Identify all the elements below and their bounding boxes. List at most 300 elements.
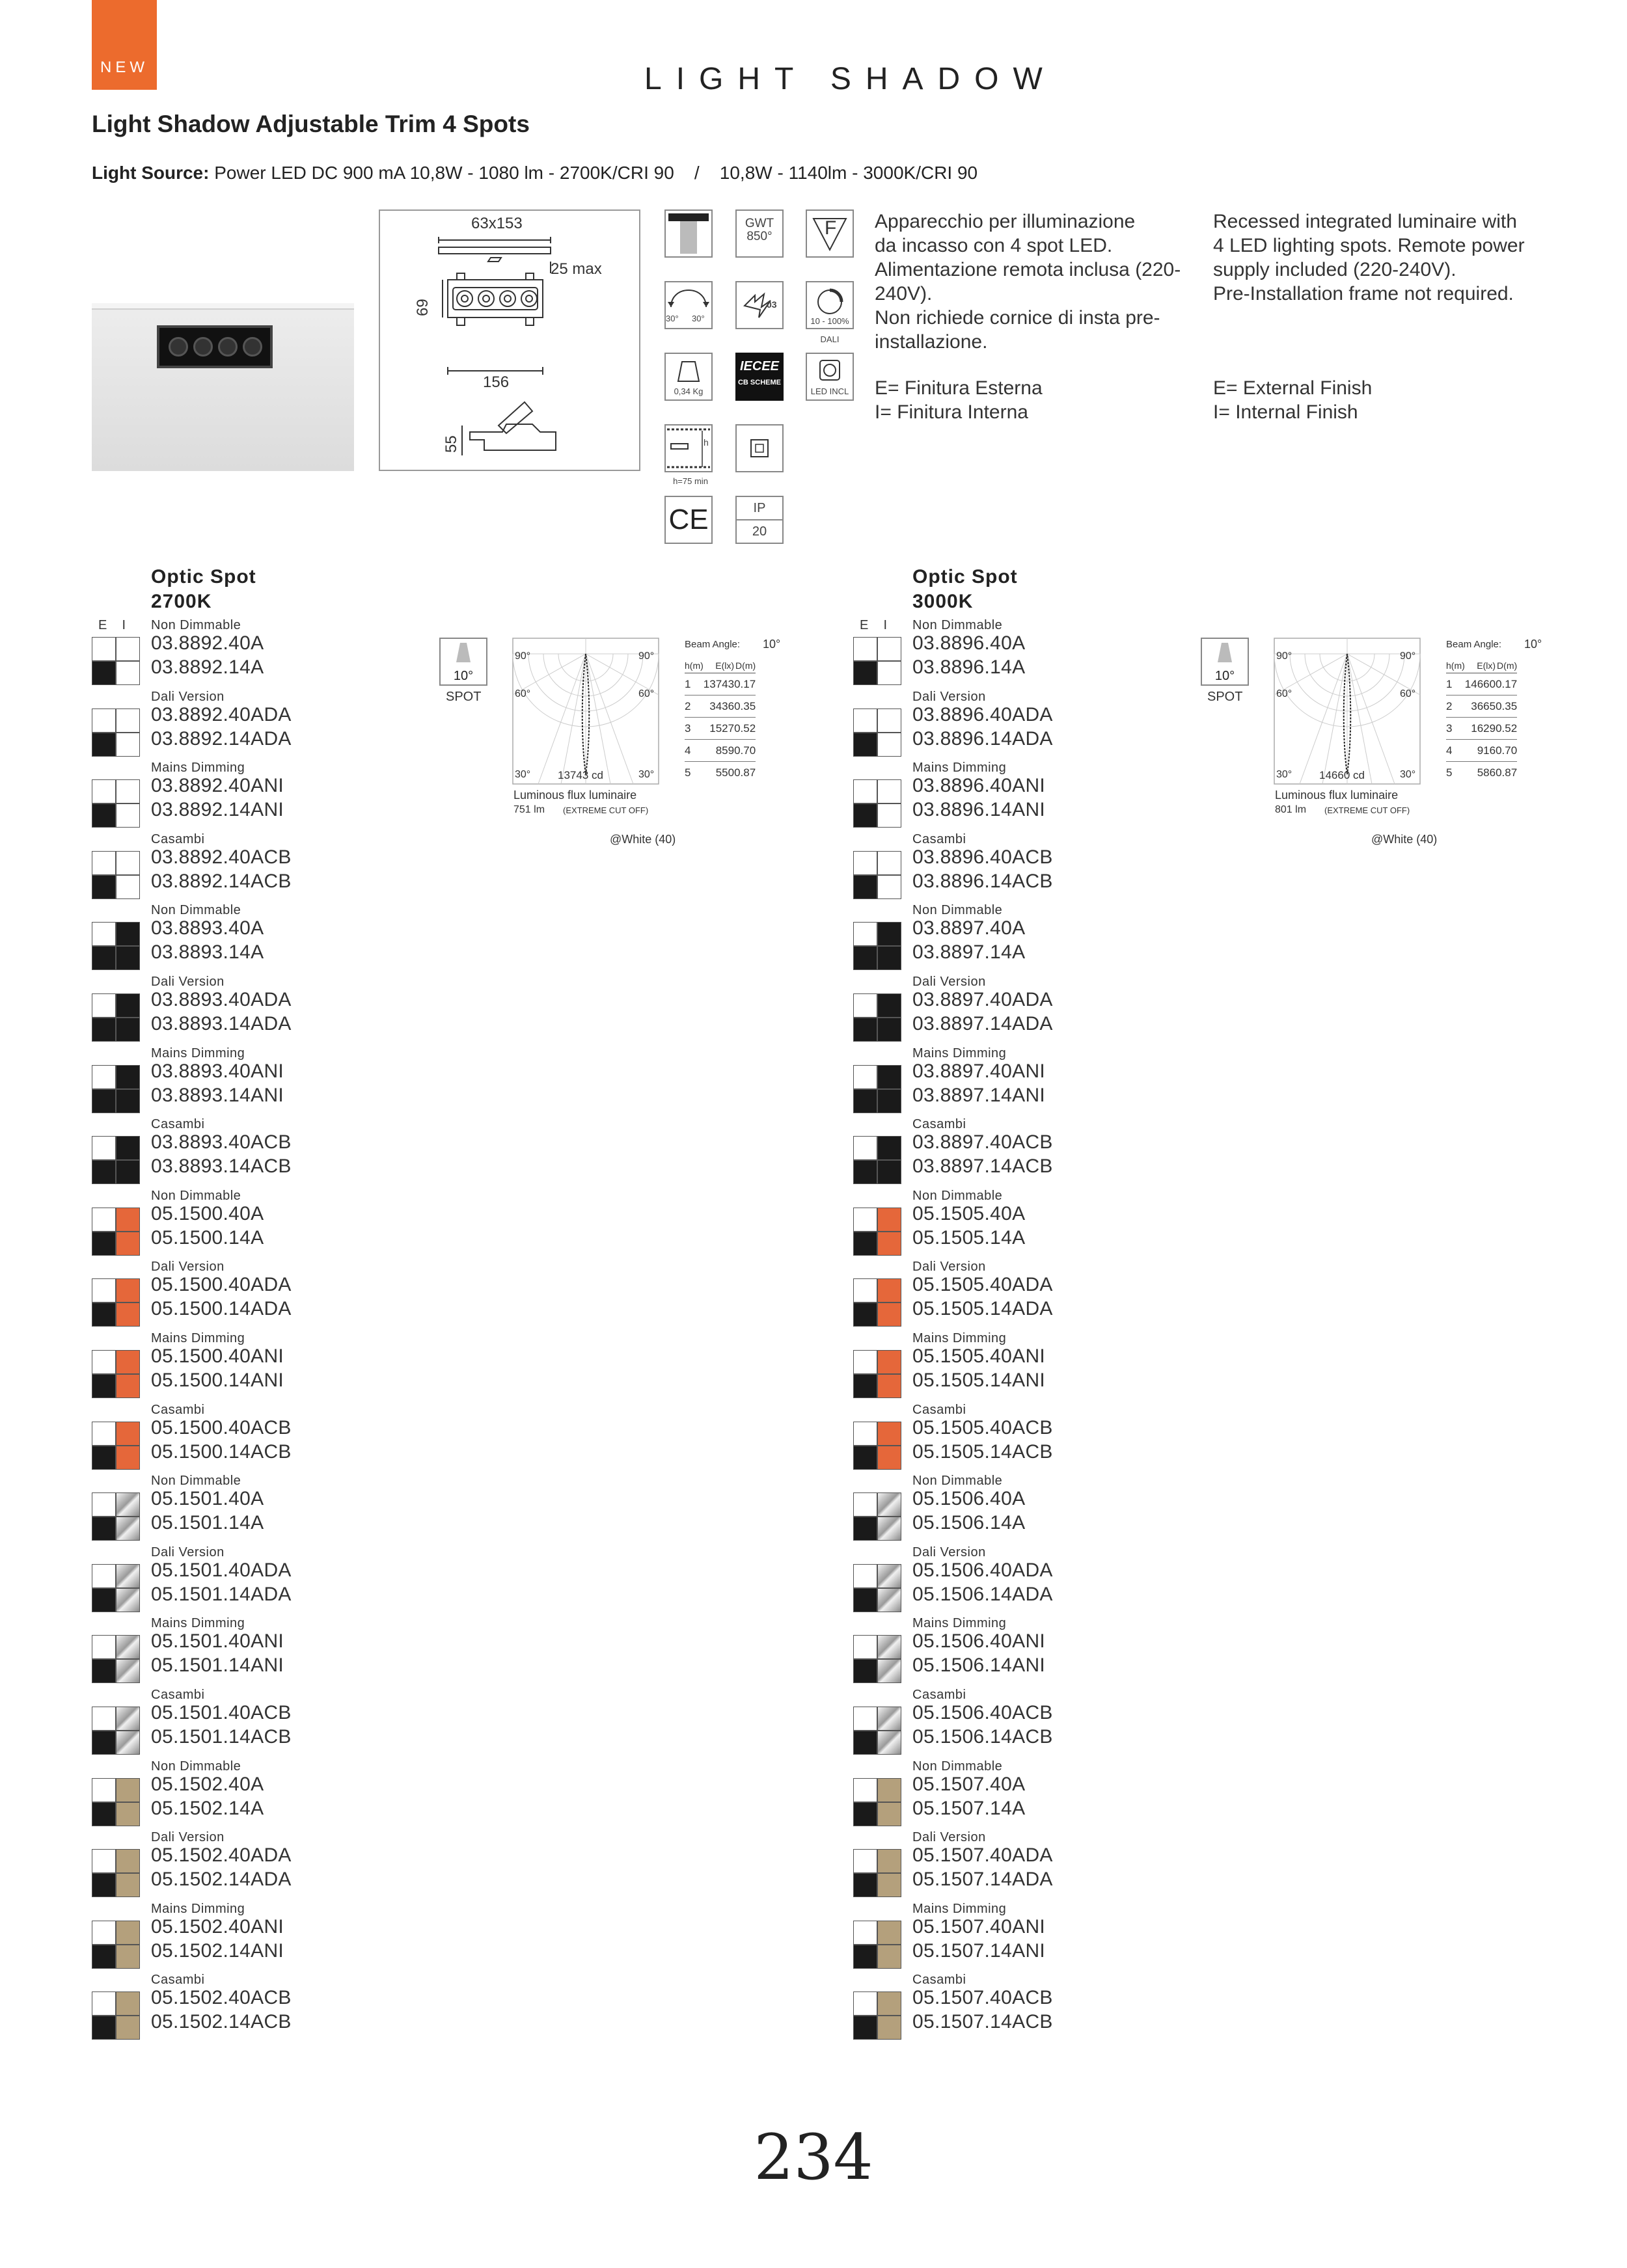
reflector-finish: @White (40) <box>610 833 676 846</box>
light-source-value: Power LED DC 900 mA 10,8W - 1080 lm - 2700K/CRI 90 / 10,8W - 1140lm - 3000K/CRI 90 <box>209 163 978 183</box>
product-code-external: 05.1505.40A <box>912 1202 1026 1224</box>
angle-90-right: 90° <box>1400 651 1416 662</box>
product-code-internal: 05.1507.14ANI <box>912 1939 1046 1962</box>
f-mark-letter: F <box>825 217 837 239</box>
angle-90-right: 90° <box>638 651 655 662</box>
spot-label: SPOT <box>446 690 482 704</box>
finish-swatch <box>92 637 140 685</box>
product-code-group <box>853 975 1244 1046</box>
product-code-external: 05.1500.40A <box>151 1202 264 1224</box>
product-code-internal: 03.8897.14ADA <box>912 1013 1053 1034</box>
product-code-group <box>92 1474 482 1545</box>
product-code-external: 05.1501.40ANI <box>151 1630 284 1653</box>
finish-swatch <box>853 993 901 1042</box>
product-code-internal: 03.8892.14A <box>151 656 264 678</box>
dimming-type-label: Dali Version <box>151 1545 225 1559</box>
product-code-external: 03.8892.40ACB <box>151 846 292 868</box>
polar-diagram <box>1274 638 1421 785</box>
product-code-external: 05.1501.40ACB <box>151 1702 292 1723</box>
light-source-line <box>92 163 978 183</box>
reflector-finish: @White (40) <box>1371 833 1438 846</box>
table-row: 2 3436 0.35 <box>685 695 756 718</box>
product-code-internal: 03.8892.14ACB <box>151 870 292 892</box>
product-code-internal: 05.1500.14A <box>151 1226 264 1249</box>
angle-60-right: 60° <box>638 688 655 699</box>
product-code-group <box>92 1973 482 2044</box>
product-code-group <box>92 618 482 689</box>
product-code-internal: 05.1507.14ADA <box>912 1869 1053 1891</box>
dimming-type-label: Casambi <box>912 831 966 846</box>
table-row: 1 13743 0.17 <box>685 673 756 695</box>
dimming-type-label: Mains Dimming <box>912 1616 1007 1631</box>
dimming-type-label: Mains Dimming <box>912 1901 1007 1916</box>
product-code-external: 05.1507.40A <box>912 1773 1026 1795</box>
finish-swatch <box>92 1778 140 1826</box>
product-code-internal: 05.1507.14ACB <box>912 2011 1053 2033</box>
column-title <box>151 565 256 614</box>
optic-title: Optic Spot <box>912 566 1018 587</box>
product-code-external: 05.1502.40ACB <box>151 1987 292 2009</box>
product-code-group <box>853 1973 1244 2044</box>
flux-value: 801 lm <box>1275 804 1307 815</box>
product-code-group <box>92 1046 482 1117</box>
dimming-type-label: Mains Dimming <box>151 1616 245 1631</box>
product-code-group <box>92 1902 482 1973</box>
finish-swatch <box>92 1849 140 1897</box>
product-code-internal: 03.8892.14ANI <box>151 799 284 821</box>
finish-swatch <box>853 851 901 899</box>
product-code-internal: 05.1506.14A <box>912 1512 1026 1534</box>
product-code-internal: 05.1506.14ADA <box>912 1583 1053 1605</box>
weight-icon <box>664 353 713 401</box>
product-code-external: 03.8892.40ADA <box>151 703 292 725</box>
product-code-external: 05.1507.40ADA <box>912 1844 1053 1867</box>
product-code-external: 03.8896.40ADA <box>912 703 1053 725</box>
product-code-external: 03.8896.40ANI <box>912 775 1046 797</box>
product-code-group <box>92 1830 482 1901</box>
product-code-group <box>92 903 482 974</box>
dim-height: 69 <box>414 299 431 316</box>
product-code-internal: 05.1502.14ANI <box>151 1939 284 1962</box>
product-code-group <box>853 1545 1244 1616</box>
finish-swatch <box>92 1991 140 2040</box>
finish-swatch <box>853 1778 901 1826</box>
cct-title: 2700K <box>151 591 212 612</box>
gwt-temp: 850° <box>746 230 772 243</box>
glow-wire-icon <box>735 209 784 258</box>
product-code-external: 03.8892.40A <box>151 632 264 654</box>
page-number: 234 <box>754 2121 873 2194</box>
spot-beam-icon <box>1201 638 1249 686</box>
iecee-label: IECEE <box>739 359 780 373</box>
finish-swatch <box>853 1422 901 1470</box>
finish-legend-italian: E= Finitura Esterna I= Finitura Interna <box>875 377 1043 423</box>
finish-swatch <box>92 709 140 757</box>
description-english: Recessed integrated luminaire with 4 LED lighting spots. Remote power supply included (220-240V). Pre-Installation frame not required. <box>1213 211 1525 304</box>
dimming-type-label: Casambi <box>151 1973 205 1988</box>
finish-swatch <box>92 993 140 1042</box>
product-code-group <box>92 1117 482 1188</box>
product-code-internal: 03.8896.14ACB <box>912 870 1053 892</box>
finish-swatch <box>853 1635 901 1683</box>
dimming-icon <box>806 281 854 344</box>
product-code-internal: 05.1502.14ADA <box>151 1869 292 1891</box>
peak-intensity: 14660 cd <box>1319 769 1365 781</box>
spot-beam-icon <box>439 638 487 686</box>
product-code-group <box>853 1616 1244 1687</box>
product-code-group <box>853 618 1244 689</box>
finish-swatch <box>92 779 140 828</box>
product-code-external: 05.1506.40A <box>912 1488 1026 1510</box>
ei-label: E I <box>860 618 890 632</box>
dim-width: 156 <box>483 373 510 391</box>
dimming-type-label: Dali Version <box>912 975 986 989</box>
finish-swatch <box>92 1350 140 1398</box>
product-code-group <box>853 1189 1244 1260</box>
angle-30-left: 30° <box>515 769 531 780</box>
dim-recess: 55 <box>443 435 460 453</box>
product-code-internal: 03.8896.14A <box>912 656 1026 678</box>
product-code-group <box>853 1759 1244 1830</box>
tilt-angle-icon <box>664 281 713 329</box>
product-code-internal: 03.8893.14ANI <box>151 1084 284 1106</box>
weight-value: 0,34 Kg <box>674 386 704 396</box>
product-photo <box>92 303 354 471</box>
product-code-group <box>853 1830 1244 1901</box>
ip-value: 20 <box>752 524 767 539</box>
tilt-left-angle: 30° <box>666 314 679 323</box>
dimming-type-label: Mains Dimming <box>151 1901 245 1916</box>
dimming-type-label: Non Dimmable <box>151 1188 241 1203</box>
product-code-internal: 05.1500.14ACB <box>151 1440 292 1463</box>
product-code-internal: 05.1502.14A <box>151 1797 264 1819</box>
product-code-group <box>92 1545 482 1616</box>
product-code-internal: 03.8892.14ADA <box>151 727 292 749</box>
product-code-external: 05.1507.40ANI <box>912 1915 1046 1937</box>
spot-angle: 10° <box>1214 669 1235 683</box>
dimming-type-label: Dali Version <box>151 1830 225 1845</box>
angle-60-right: 60° <box>1400 688 1416 699</box>
product-code-group <box>853 1688 1244 1759</box>
dimming-type-label: Non Dimmable <box>912 1759 1003 1774</box>
product-code-internal: 05.1500.14ANI <box>151 1370 284 1391</box>
product-code-group <box>92 832 482 903</box>
dimming-type-label: Mains Dimming <box>151 1046 245 1060</box>
energy-class-icon <box>735 281 784 329</box>
cct-title: 3000K <box>912 591 974 612</box>
dimming-type-label: Casambi <box>151 1402 205 1417</box>
f-mark-icon <box>806 209 854 258</box>
table-header: h(m) E(lx) D(m) <box>1446 658 1517 673</box>
brand-title: LIGHT SHADOW <box>644 62 1057 96</box>
finish-swatch <box>92 1065 140 1113</box>
finish-swatch <box>853 1065 901 1113</box>
cutoff-label: (EXTREME CUT OFF) <box>1324 805 1410 815</box>
dimming-type-label: Mains Dimming <box>912 1046 1007 1060</box>
product-code-internal: 03.8893.14ACB <box>151 1155 292 1178</box>
product-code-group <box>92 1260 482 1330</box>
flux-label: Luminous flux luminaire <box>1275 789 1399 802</box>
beam-angle-label: Beam Angle: <box>685 639 741 650</box>
product-code-group <box>92 1759 482 1830</box>
luminaire-image <box>157 325 273 368</box>
angle-30-left: 30° <box>1276 769 1292 780</box>
flux-value: 751 lm <box>513 804 545 815</box>
product-code-external: 05.1500.40ANI <box>151 1345 284 1367</box>
product-code-internal: 05.1502.14ACB <box>151 2011 292 2033</box>
product-code-external: 03.8893.40ACB <box>151 1131 292 1154</box>
ip-label: IP <box>753 501 766 515</box>
dimming-type-label: Dali Version <box>912 1545 986 1559</box>
product-code-external: 05.1506.40ANI <box>912 1630 1046 1653</box>
beam-angle-label: Beam Angle: <box>1446 639 1502 650</box>
iecee-icon <box>735 353 784 401</box>
product-code-group <box>92 1616 482 1687</box>
dimming-type-label: Non Dimmable <box>912 1474 1003 1489</box>
dimming-type-label: Mains Dimming <box>151 1331 245 1345</box>
page-title: Light Shadow Adjustable Trim 4 Spots <box>92 111 530 137</box>
product-code-internal: 03.8893.14A <box>151 941 264 964</box>
finish-swatch <box>853 637 901 685</box>
product-code-external: 05.1500.40ACB <box>151 1416 292 1438</box>
product-code-group <box>853 690 1244 761</box>
table-header: h(m) E(lx) D(m) <box>685 658 756 673</box>
product-code-internal: 05.1505.14ANI <box>912 1370 1046 1391</box>
product-code-external: 05.1502.40ADA <box>151 1844 292 1867</box>
product-code-group <box>853 832 1244 903</box>
product-code-external: 05.1500.40ADA <box>151 1274 292 1296</box>
dimming-type-label: Non Dimmable <box>912 1188 1003 1203</box>
dimming-type-label: Mains Dimming <box>912 1331 1007 1345</box>
product-code-internal: 03.8897.14A <box>912 941 1026 964</box>
polar-diagram <box>512 638 659 785</box>
product-code-external: 05.1506.40ACB <box>912 1702 1053 1723</box>
product-code-group <box>92 1688 482 1759</box>
table-row: 5 586 0.87 <box>1446 766 1518 779</box>
finish-swatch <box>92 1208 140 1256</box>
trim-section-icon <box>664 209 713 258</box>
table-row: 4 916 0.70 <box>1446 740 1517 762</box>
finish-swatch <box>853 1278 901 1327</box>
dimming-type-label: Casambi <box>912 1973 966 1988</box>
angle-90-left: 90° <box>515 651 531 662</box>
drawing-lines <box>380 211 642 472</box>
dimming-type-label: Dali Version <box>151 975 225 989</box>
product-code-internal: 03.8896.14ADA <box>912 727 1053 749</box>
product-code-external: 03.8896.40A <box>912 632 1026 654</box>
product-code-group <box>853 1117 1244 1188</box>
product-code-internal: 03.8897.14ANI <box>912 1084 1046 1106</box>
product-code-group <box>92 1189 482 1260</box>
finish-swatch <box>92 1136 140 1184</box>
finish-swatch <box>853 1492 901 1541</box>
product-code-internal: 05.1501.14ADA <box>151 1583 292 1605</box>
flux-label: Luminous flux luminaire <box>513 789 637 802</box>
product-code-external: 05.1501.40ADA <box>151 1559 292 1581</box>
description-italian: Apparecchio per illuminazione da incasso con 4 spot LED. Alimentazione remota inclusa (220- 240V). Non richiede cornice di insta pre- installazione. <box>875 211 1181 353</box>
product-code-external: 03.8897.40ADA <box>912 989 1053 1010</box>
finish-swatch <box>853 1136 901 1184</box>
finish-swatch <box>92 1564 140 1612</box>
table-row: 4 859 0.70 <box>685 740 756 762</box>
product-code-internal: 03.8896.14ANI <box>912 799 1046 821</box>
product-code-internal: 05.1505.14ACB <box>912 1440 1053 1463</box>
dimming-type-label: Mains Dimming <box>912 761 1007 776</box>
dimming-type-label: Non Dimmable <box>151 1759 241 1774</box>
product-code-group <box>853 761 1244 831</box>
product-code-group <box>853 1403 1244 1474</box>
product-code-internal: 05.1506.14ANI <box>912 1654 1046 1677</box>
illuminance-table <box>1446 658 1517 784</box>
product-code-internal: 05.1505.14A <box>912 1226 1026 1249</box>
dimming-range: 10 - 100% <box>810 316 849 326</box>
product-code-external: 03.8893.40ANI <box>151 1060 284 1082</box>
product-code-internal: 03.8897.14ACB <box>912 1155 1053 1178</box>
finish-swatch <box>92 1707 140 1755</box>
dimming-type-label: Dali Version <box>912 1830 986 1845</box>
product-code-external: 05.1506.40ADA <box>912 1559 1053 1581</box>
product-code-external: 05.1502.40A <box>151 1773 264 1795</box>
dali-label: DALI <box>820 334 840 344</box>
finish-swatch <box>853 779 901 828</box>
product-code-external: 05.1505.40ADA <box>912 1274 1053 1296</box>
product-code-internal: 05.1505.14ADA <box>912 1298 1053 1320</box>
product-code-internal: 05.1501.14ANI <box>151 1654 284 1677</box>
finish-swatch <box>92 1635 140 1683</box>
dimming-type-label: Dali Version <box>151 689 225 704</box>
ip-rating-icon <box>735 496 784 544</box>
ei-label: E I <box>98 618 129 632</box>
height-mark: h <box>704 437 709 448</box>
product-code-group <box>853 1260 1244 1330</box>
finish-swatch <box>853 1921 901 1969</box>
spot-angle: 10° <box>453 669 474 683</box>
table-row: 3 1527 0.52 <box>685 718 756 740</box>
table-row: 5 550 0.87 <box>685 766 756 779</box>
product-code-internal: 05.1500.14ADA <box>151 1298 292 1320</box>
product-code-group <box>853 1902 1244 1973</box>
product-code-group <box>92 761 482 831</box>
product-code-external: 05.1505.40ANI <box>912 1345 1046 1367</box>
dimming-type-label: Casambi <box>151 1688 205 1702</box>
tilt-right-angle: 30° <box>692 314 705 323</box>
finish-swatch <box>92 1278 140 1327</box>
finish-swatch <box>853 1991 901 2040</box>
product-code-group <box>92 690 482 761</box>
table-row: 3 1629 0.52 <box>1446 718 1517 740</box>
product-code-group <box>853 903 1244 974</box>
product-code-external: 03.8892.40ANI <box>151 775 284 797</box>
finish-swatch <box>853 922 901 970</box>
product-code-external: 03.8897.40A <box>912 917 1026 939</box>
dim-cutout: 63x153 <box>471 215 523 232</box>
peak-intensity: 13743 cd <box>558 769 603 781</box>
product-code-group <box>92 1403 482 1474</box>
led-incl-label: LED INCL <box>810 386 849 396</box>
finish-swatch <box>92 851 140 899</box>
beam-angle-value: 10° <box>763 638 781 651</box>
dimming-type-label: Non Dimmable <box>912 903 1003 918</box>
spot-label: SPOT <box>1207 690 1243 704</box>
dimming-type-label: Casambi <box>912 1688 966 1702</box>
cb-scheme-label: CB SCHEME <box>737 379 781 386</box>
dimming-type-label: Mains Dimming <box>151 761 245 776</box>
product-code-internal: 03.8893.14ADA <box>151 1013 292 1034</box>
table-row: 1 14660 0.17 <box>1446 673 1517 695</box>
finish-swatch <box>92 1422 140 1470</box>
product-code-external: 03.8893.40ADA <box>151 989 292 1010</box>
product-code-external: 05.1501.40A <box>151 1488 264 1510</box>
dimming-type-label: Dali Version <box>912 689 986 704</box>
product-code-external: 03.8897.40ACB <box>912 1131 1053 1154</box>
new-badge-label: NEW <box>100 59 148 76</box>
install-height-icon <box>664 424 713 486</box>
product-code-external: 03.8896.40ACB <box>912 846 1053 868</box>
finish-swatch <box>92 922 140 970</box>
product-code-group <box>853 1046 1244 1117</box>
angle-30-right: 30° <box>1400 769 1416 780</box>
dimming-type-label: Casambi <box>912 1402 966 1417</box>
product-code-external: 03.8897.40ANI <box>912 1060 1046 1082</box>
product-code-external: 03.8893.40A <box>151 917 264 939</box>
technical-drawing <box>379 209 640 471</box>
table-row: 2 3665 0.35 <box>1446 695 1517 718</box>
angle-60-left: 60° <box>1276 688 1292 699</box>
product-code-external: 05.1507.40ACB <box>912 1987 1053 2009</box>
beam-angle-value: 10° <box>1524 638 1542 651</box>
new-badge <box>92 0 157 90</box>
finish-swatch <box>853 1849 901 1897</box>
energy-class-value: 03 <box>767 299 777 310</box>
product-code-external: 05.1505.40ACB <box>912 1416 1053 1438</box>
dimming-type-label: Non Dimmable <box>151 1474 241 1489</box>
ce-mark-icon: CE <box>664 496 713 544</box>
product-code-internal: 05.1507.14A <box>912 1797 1026 1819</box>
product-code-group <box>853 1331 1244 1402</box>
dim-depth-max: 25 max <box>551 260 602 278</box>
finish-legend-english: E= External Finish I= Internal Finish <box>1213 377 1373 423</box>
product-code-external: 05.1502.40ANI <box>151 1915 284 1937</box>
finish-swatch <box>853 709 901 757</box>
column-title <box>912 565 1018 614</box>
square-trim-icon <box>735 424 784 472</box>
product-code-internal: 05.1501.14ACB <box>151 1726 292 1748</box>
finish-swatch <box>92 1492 140 1541</box>
optic-title: Optic Spot <box>151 566 256 587</box>
product-code-group <box>92 1331 482 1402</box>
gwt-label: GWT <box>745 217 774 230</box>
finish-swatch <box>92 1921 140 1969</box>
product-code-group <box>92 975 482 1046</box>
cutoff-label: (EXTREME CUT OFF) <box>563 805 649 815</box>
dimming-type-label: Non Dimmable <box>151 903 241 918</box>
dimming-type-label: Dali Version <box>912 1260 986 1275</box>
finish-swatch <box>853 1350 901 1398</box>
angle-60-left: 60° <box>515 688 531 699</box>
product-code-internal: 05.1501.14A <box>151 1512 264 1534</box>
angle-30-right: 30° <box>638 769 655 780</box>
led-included-icon <box>806 353 854 401</box>
product-code-group <box>853 1474 1244 1545</box>
install-height-value: h=75 min <box>673 476 708 486</box>
light-source-label: Light Source: <box>92 163 210 183</box>
finish-swatch <box>853 1208 901 1256</box>
dimming-type-label: Casambi <box>912 1117 966 1132</box>
dimming-type-label: Non Dimmable <box>912 618 1003 632</box>
product-code-internal: 05.1506.14ACB <box>912 1726 1053 1748</box>
dimming-type-label: Casambi <box>151 831 205 846</box>
dimming-type-label: Casambi <box>151 1117 205 1132</box>
